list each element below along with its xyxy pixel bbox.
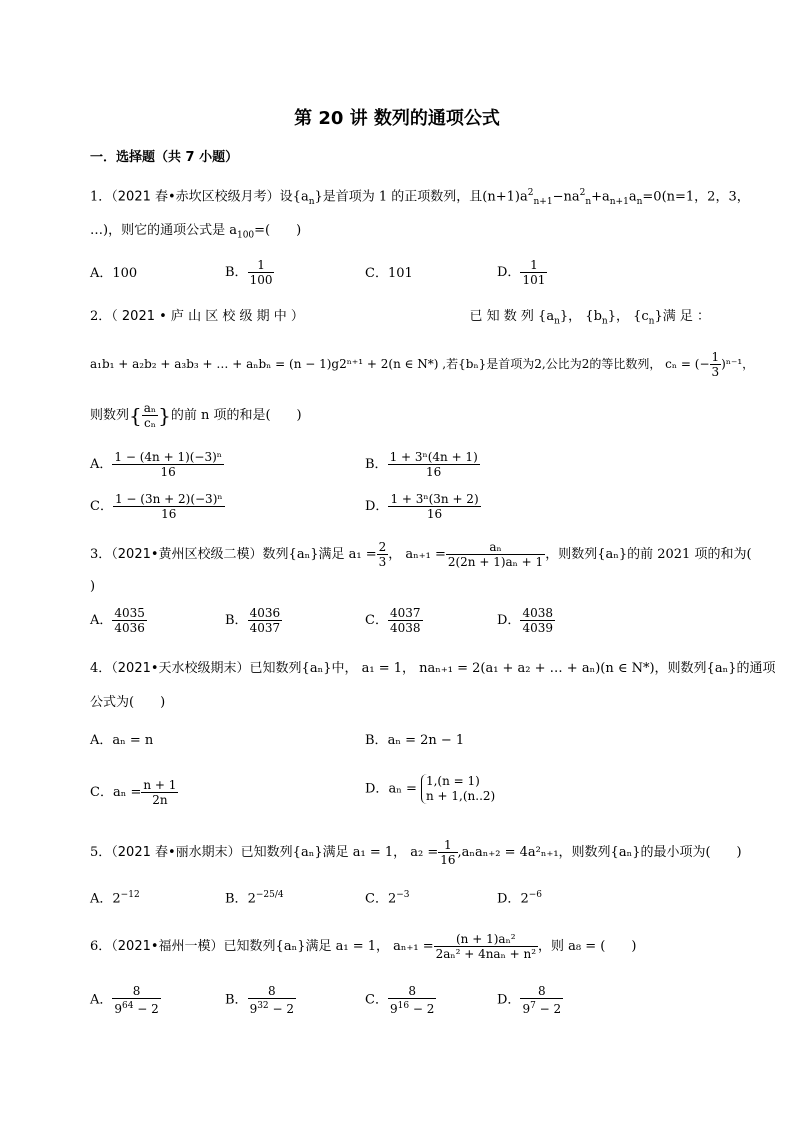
question-6-option-a[interactable] bbox=[90, 984, 161, 1016]
denominator-base: 9 bbox=[522, 1002, 531, 1016]
numerator: 1 − (4n + 1)(−3)ⁿ bbox=[114, 450, 222, 464]
denominator bbox=[248, 999, 296, 1016]
denominator: 16 bbox=[440, 853, 456, 867]
denominator: 2n bbox=[152, 793, 168, 807]
question-1-option-d[interactable] bbox=[497, 258, 547, 287]
fraction bbox=[438, 838, 457, 867]
question-5-option-c[interactable] bbox=[365, 886, 410, 908]
option-exponent: −25/4 bbox=[255, 890, 284, 900]
denominator: 4038 bbox=[389, 621, 421, 635]
question-number: 5． bbox=[90, 845, 112, 860]
option-label: C． bbox=[365, 891, 388, 907]
fraction bbox=[388, 984, 436, 1016]
option-base: 2 bbox=[112, 891, 121, 907]
stem-text: }满 足 ： bbox=[654, 309, 710, 324]
denominator: 2(2n + 1)aₙ + 1 bbox=[447, 555, 544, 569]
fraction bbox=[520, 258, 547, 287]
denominator-exponent: 64 bbox=[122, 1001, 134, 1011]
option-text: 100 bbox=[112, 266, 138, 281]
option-text: 101 bbox=[387, 266, 413, 281]
option-label: A． bbox=[90, 613, 113, 628]
option-label: A． bbox=[90, 891, 113, 907]
fraction bbox=[388, 450, 480, 479]
numerator: 4036 bbox=[249, 606, 281, 620]
stem-text: 的前 n 项的和是( ) bbox=[170, 408, 302, 423]
denominator bbox=[388, 999, 436, 1016]
stem-text: ，则数列{aₙ}的前 2021 项的和为( bbox=[545, 547, 752, 562]
fraction bbox=[248, 258, 275, 287]
question-6-option-c[interactable] bbox=[365, 984, 436, 1016]
question-5-option-a[interactable] bbox=[90, 886, 140, 908]
option-label: B． bbox=[365, 457, 388, 472]
stem-text: }， {b bbox=[559, 309, 602, 324]
denominator bbox=[112, 999, 160, 1016]
denominator: 3 bbox=[711, 365, 720, 379]
question-6-option-d[interactable] bbox=[497, 984, 563, 1016]
question-source: （2021•福州一模） bbox=[111, 939, 224, 954]
superscript: 2 bbox=[527, 188, 534, 198]
fraction bbox=[520, 984, 563, 1016]
question-6-option-b[interactable] bbox=[225, 984, 296, 1016]
question-4-option-c[interactable] bbox=[90, 778, 178, 807]
question-2-option-b[interactable] bbox=[365, 450, 480, 479]
question-2-option-a[interactable] bbox=[90, 450, 224, 479]
denominator: 4036 bbox=[114, 621, 145, 635]
numerator: 1 − (3n + 2)(−3)ⁿ bbox=[114, 492, 223, 506]
option-exponent: −3 bbox=[396, 890, 410, 900]
option-label: D． bbox=[365, 499, 389, 514]
option-base: 2 bbox=[387, 891, 397, 907]
option-text: aₙ = 2n − 1 bbox=[387, 733, 465, 748]
fraction bbox=[113, 492, 225, 521]
stem-text: 已知数列{aₙ}满足 a₁ = 1， a₂ = bbox=[240, 845, 439, 860]
question-4-option-d[interactable] bbox=[365, 774, 495, 804]
question-1-line-1 bbox=[90, 184, 750, 211]
numerator: 1 + 3ⁿ(4n + 1) bbox=[389, 450, 478, 464]
numerator: 8 bbox=[520, 984, 563, 999]
question-1-option-c[interactable] bbox=[365, 265, 413, 283]
page-title: 第 20 讲 数列的通项公式 bbox=[294, 108, 500, 129]
numerator: 8 bbox=[388, 984, 436, 999]
stem-text: ,aₙaₙ₊₂ = 4a²ₙ₊₁，则数列{aₙ}的最小项为( ) bbox=[457, 845, 742, 860]
stem-text: =0(n=1，2，3， bbox=[642, 189, 750, 205]
stem-text: 设{a bbox=[279, 189, 309, 205]
left-brace: { bbox=[129, 403, 142, 428]
numerator: aₙ bbox=[143, 401, 157, 415]
subscript: n+1 bbox=[609, 196, 629, 207]
denominator bbox=[520, 999, 563, 1016]
question-2-option-c[interactable] bbox=[90, 492, 225, 521]
denominator: 101 bbox=[522, 273, 546, 287]
stem-text: 则数列 bbox=[90, 408, 130, 423]
question-number: 6． bbox=[90, 939, 112, 954]
stem-text: 已知数列{aₙ}中， a₁ = 1， naₙ₊₁ = 2(a₁ + a₂ + … + aₙ)(n ∈ N*)，则数列{aₙ}的通项 bbox=[249, 661, 776, 676]
option-label: C． bbox=[90, 785, 113, 800]
fraction bbox=[112, 984, 160, 1016]
stem-text: −na bbox=[552, 189, 580, 205]
question-4-line-2: 公式为( ) bbox=[90, 695, 166, 710]
question-5-option-b[interactable] bbox=[225, 886, 284, 908]
option-label: B． bbox=[225, 992, 248, 1008]
option-label: D． bbox=[365, 781, 389, 797]
option-text: aₙ = n bbox=[112, 733, 154, 748]
stem-text: ， aₙ₊₁ = bbox=[388, 547, 446, 562]
numerator: 1 + 3ⁿ(3n + 2) bbox=[390, 492, 479, 506]
question-source: （ 2021 • 庐 山 区 校 级 期 中 ） bbox=[111, 309, 304, 324]
denominator: 16 bbox=[426, 465, 442, 479]
denominator-tail: − 2 bbox=[409, 1002, 435, 1016]
numerator: 1 bbox=[711, 350, 720, 364]
stem-text: ，则 a₈ = ( ) bbox=[538, 939, 637, 954]
fraction bbox=[710, 350, 722, 379]
option-label: D． bbox=[497, 891, 521, 907]
denominator: cₙ bbox=[143, 416, 156, 430]
option-label: C． bbox=[365, 613, 388, 628]
fraction bbox=[141, 778, 178, 807]
option-text: aₙ = bbox=[112, 785, 142, 800]
numerator: (n + 1)aₙ² bbox=[434, 932, 538, 947]
numerator: 1 bbox=[438, 838, 457, 853]
question-number: 3． bbox=[90, 547, 112, 562]
denominator: 2aₙ² + 4naₙ + n² bbox=[435, 947, 536, 961]
option-text: aₙ = bbox=[388, 781, 417, 797]
numerator: 4035 bbox=[114, 606, 145, 620]
denominator: 16 bbox=[161, 507, 177, 521]
question-5-line-1 bbox=[90, 838, 742, 867]
numerator: aₙ bbox=[446, 540, 545, 555]
denominator-tail: − 2 bbox=[268, 1002, 294, 1016]
option-label: A． bbox=[90, 266, 113, 281]
question-number: 4． bbox=[90, 661, 112, 676]
numerator: 8 bbox=[112, 984, 160, 999]
question-2-line-1: 2．（ 2021 • 庐 山 区 校 级 期 中 ） 已 知 数 列 $\{a_n\}$， $\{b_n\}$， $\{c_n\}$满 足 ： bbox=[90, 309, 710, 327]
option-exponent: −6 bbox=[528, 890, 542, 900]
fraction bbox=[434, 932, 538, 961]
denominator: 3 bbox=[378, 555, 387, 569]
option-label: B． bbox=[225, 265, 248, 280]
fraction bbox=[142, 401, 158, 430]
option-label: D． bbox=[497, 265, 521, 280]
option-label: D． bbox=[497, 992, 521, 1008]
numerator: n + 1 bbox=[143, 778, 177, 792]
stem-text: }是首项为 1 的正项数列，且(n+1)a bbox=[314, 189, 528, 205]
stem-text: )ⁿ⁻¹， bbox=[721, 357, 755, 371]
question-3-option-d[interactable] bbox=[497, 606, 555, 635]
option-label: A． bbox=[90, 733, 113, 748]
question-source: （2021•黄州区校级二模） bbox=[111, 547, 263, 562]
denominator-base: 9 bbox=[389, 1002, 398, 1016]
fraction bbox=[388, 606, 423, 635]
question-2-option-d[interactable] bbox=[365, 492, 481, 521]
denominator: 100 bbox=[249, 273, 273, 287]
question-number: 2． bbox=[90, 309, 112, 324]
fraction bbox=[248, 606, 283, 635]
question-2-line-2 bbox=[90, 350, 754, 379]
question-number: 1． bbox=[90, 189, 112, 205]
question-2-line-3 bbox=[90, 401, 302, 430]
piecewise-cases bbox=[421, 774, 495, 804]
option-base: 2 bbox=[247, 891, 256, 907]
numerator: 1 bbox=[248, 258, 275, 273]
question-1-line-2 bbox=[90, 222, 301, 245]
fraction bbox=[112, 606, 147, 635]
question-3-option-b[interactable] bbox=[225, 606, 282, 635]
fraction bbox=[248, 984, 296, 1016]
subscript: 100 bbox=[236, 230, 255, 241]
stem-text: 数列{aₙ}满足 a₁ = bbox=[262, 547, 377, 562]
question-1-option-a[interactable] bbox=[90, 265, 137, 283]
denominator-tail: − 2 bbox=[133, 1002, 159, 1016]
question-3-option-c[interactable] bbox=[365, 606, 423, 635]
question-1-option-b[interactable] bbox=[225, 258, 274, 287]
question-4-option-b[interactable] bbox=[365, 732, 464, 750]
stem-text: =( ) bbox=[254, 223, 302, 238]
fraction bbox=[112, 450, 224, 479]
numerator: 1 bbox=[520, 258, 547, 273]
stem-text: 已知数列{aₙ}满足 a₁ = 1， aₙ₊₁ = bbox=[223, 939, 434, 954]
option-label: B． bbox=[225, 891, 248, 907]
subscript: n bbox=[308, 196, 315, 207]
question-5-option-d[interactable] bbox=[497, 886, 542, 908]
denominator-exponent: 32 bbox=[257, 1001, 269, 1011]
question-6-line-1 bbox=[90, 932, 636, 961]
numerator: 8 bbox=[248, 984, 296, 999]
section-heading: 一．选择题（共 7 小题） bbox=[90, 150, 239, 165]
question-source: （2021 春•赤坎区校级月考） bbox=[111, 189, 280, 205]
denominator-base: 9 bbox=[249, 1002, 258, 1016]
case-2: n + 1,(n..2) bbox=[425, 789, 496, 803]
question-3-line-1 bbox=[90, 540, 752, 569]
denominator-exponent: 7 bbox=[530, 1001, 536, 1011]
question-source: （2021 春•丽水期末） bbox=[111, 845, 241, 860]
option-label: C． bbox=[90, 499, 113, 514]
fraction bbox=[446, 540, 545, 569]
stem-text: a bbox=[628, 189, 637, 205]
denominator: 16 bbox=[160, 465, 176, 479]
denominator: 4039 bbox=[522, 621, 553, 635]
fraction bbox=[388, 492, 480, 521]
numerator: 4037 bbox=[389, 606, 421, 620]
stem-text: a₁b₁ + a₂b₂ + a₃b₃ + … + aₙbₙ = (n − 1)g2ⁿ⁺¹ + 2(n ∈ N*) ,若{bₙ}是首项为2,公比为2的等比数列， cₙ = (− bbox=[90, 357, 710, 371]
numerator: 4038 bbox=[522, 606, 553, 620]
question-source: （2021•天水校级期末） bbox=[111, 661, 250, 676]
question-3-option-a[interactable] bbox=[90, 606, 147, 635]
stem-text: +a bbox=[591, 189, 610, 205]
fraction bbox=[520, 606, 555, 635]
option-label: A． bbox=[90, 457, 113, 472]
right-brace: } bbox=[158, 403, 171, 428]
case-1: 1,(n = 1) bbox=[425, 774, 480, 788]
denominator: 16 bbox=[426, 507, 443, 521]
option-label: B． bbox=[365, 733, 388, 748]
subscript: n bbox=[585, 196, 592, 207]
option-label: C． bbox=[365, 992, 388, 1008]
option-label: A． bbox=[90, 992, 113, 1008]
question-4-option-a[interactable] bbox=[90, 732, 153, 750]
numerator: 2 bbox=[378, 540, 387, 554]
denominator: 4037 bbox=[249, 621, 281, 635]
option-base: 2 bbox=[520, 891, 529, 907]
option-label: C． bbox=[365, 266, 388, 281]
fraction bbox=[377, 540, 389, 569]
superscript: 2 bbox=[579, 188, 586, 198]
option-label: B． bbox=[225, 613, 248, 628]
subscript: n+1 bbox=[533, 196, 553, 207]
option-exponent: −12 bbox=[120, 890, 140, 900]
question-3-line-2: ) bbox=[90, 579, 96, 594]
stem-text: 已 知 数 列 {a bbox=[469, 309, 555, 324]
denominator-base: 9 bbox=[114, 1002, 123, 1016]
stem-text: }， {c bbox=[607, 309, 649, 324]
denominator-tail: − 2 bbox=[535, 1002, 562, 1016]
option-label: D． bbox=[497, 613, 521, 628]
stem-text: …)，则它的通项公式是 a bbox=[90, 223, 237, 238]
question-4-line-1 bbox=[90, 660, 775, 678]
subscript: n bbox=[636, 196, 643, 207]
denominator-exponent: 16 bbox=[397, 1001, 410, 1011]
